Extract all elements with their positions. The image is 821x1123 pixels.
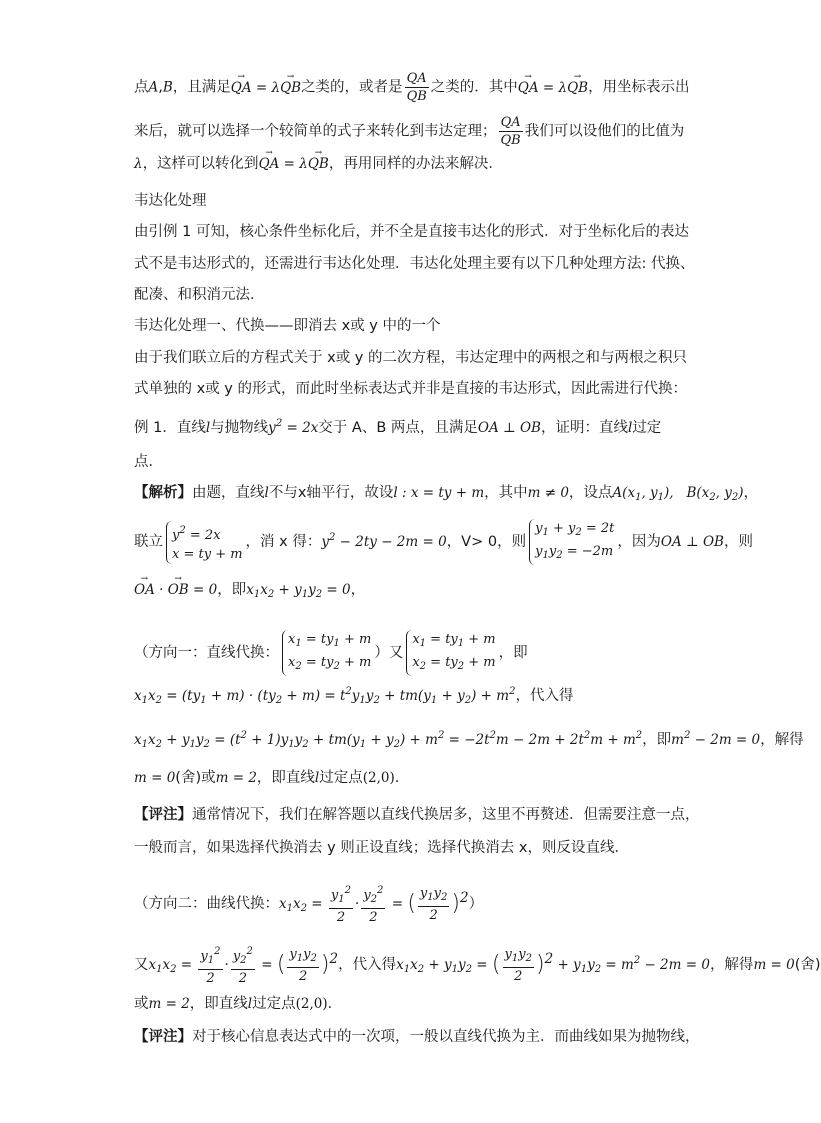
fraction: $\frac{y_2^2}{2}$ [231, 943, 255, 987]
text: 过定点 [319, 770, 363, 786]
text: 对于核心信息表达式中的一次项，一般以直线代换为主．而曲线如果为抛物线， [192, 1029, 700, 1045]
comment-line-1 [134, 805, 700, 825]
text: 联立 [134, 534, 163, 550]
text: ） [468, 896, 484, 912]
text: 点 [134, 79, 149, 96]
text: 又 [134, 957, 149, 973]
text-line-2 [134, 114, 684, 149]
text: ，即直线 [256, 770, 315, 786]
text: ，再用同样的办法来解决． [328, 156, 503, 172]
direction-1 [134, 630, 528, 676]
text: 例 1．直线 [134, 420, 206, 436]
fraction: $\frac{QA}{QB}$ [500, 115, 521, 148]
comment-tag: 【评注】 [134, 1029, 192, 1045]
fraction: $\frac{y_1y_2}{2}$ [504, 946, 532, 984]
text: 或 [134, 996, 149, 1012]
solution-line-3: → OA · → OB = 0，即$x_1x_2 + y_1y_2 = 0$， [134, 580, 365, 605]
heading-daihuan: 韦达化处理一、代换——即消去 x或 y 中的一个 [134, 318, 441, 334]
solution-line-4: $x_1x_2 = (ty_1 + m) \cdot (ty_2 + m) = t^2y_1y_2 + tm(y_1 + y_2) + m^2$，代入得 [134, 686, 574, 706]
text: 通常情况下，我们在解答题以直线代换居多，这里不再赘述．但需要注意一点， [192, 807, 700, 823]
equation-system: $x_1 = ty_1 + m$ $x_2 = ty_2 + m$ [282, 630, 371, 676]
text: ，用坐标表示出 [588, 79, 690, 96]
example-1: 例 1．直线l与抛物线$y^2 = 2x$交于 A、B 两点，且满足OA ⊥ OB，证明：直线l过定 [134, 418, 662, 436]
direction-2: （方向二：曲线代换：$x_1x_2$ = $\frac{y_1^2}{2}$ · $\frac{y_2^2}{2}$ = ( $\frac{y_1y_2}{2}$ )$^2$） [134, 882, 483, 926]
comment-tag: 【评注】 [134, 807, 192, 823]
paragraph: 一般而言，如果选择代换消去 y 则正设直线；选择代换消去 x，则反设直线． [134, 840, 629, 856]
text: (舍) [794, 957, 821, 973]
text: ，即 [498, 645, 528, 661]
text: ，设点 [568, 485, 613, 501]
fraction: $\frac{y_1^2}{2}$ [329, 882, 353, 926]
paragraph: 式不是韦达形式的，还需进行韦达化处理．韦达化处理主要有以下几种处理方法: 代换、 [134, 256, 695, 272]
fraction: $\frac{y_1y_2}{2}$ [289, 946, 317, 984]
text: ，即 [642, 732, 672, 748]
text: ，证明：直线 [540, 420, 628, 436]
text: ，代入得 [338, 957, 397, 973]
text: 与抛物线 [210, 420, 269, 436]
text: (舍)或 [175, 770, 216, 786]
text: （方向二：曲线代换： [134, 896, 279, 912]
text: ，且满足 [172, 79, 231, 96]
text: ，V> 0，则 [446, 534, 527, 550]
text: 交于 A、B 两点，且满足 [318, 420, 478, 436]
text: ，解得 [709, 957, 754, 973]
text: 过定 [632, 420, 662, 436]
equation-system: $y^2 = 2x$ x = ty + m [166, 521, 243, 564]
text: ）又 [374, 645, 404, 661]
text: ，其中 [484, 485, 528, 501]
solution-line-7: 又$x_1x_2$ = $\frac{y_1^2}{2}$ · $\frac{y_2^2}{2}$ = ( $\frac{y_1y_2}{2}$ )$^2$，代入得$x_1x_2 + y_1y_2$ = ( $\frac{y_1y_2}{2}$ )$^2 + y_1y_2 = m^2 - 2m = 0$，解得m = 0(舍) [134, 943, 821, 987]
paragraph: 配凑、和积消元法． [134, 287, 265, 303]
fraction: $\frac{y_1y_2}{2}$ [419, 885, 448, 923]
solution-line-2: 联立 $y^2 = 2x$ x = ty + m ，消 x 得：$y^2 - 2ty - 2m = 0$，V> 0，则 $y_1 + y_2 = 2t$ $y_1y_2 = -2m$ ，因为OA ⊥ OB，则 [134, 519, 753, 565]
text: ，这样可以转化到 [142, 156, 259, 172]
paragraph: 式单独的 x或 y 的形式，而此时坐标表达式并非是直接的韦达形式，因此需进行代换： [134, 381, 687, 397]
paragraph: 由引例 1 可知，核心条件坐标化后，并不全是直接韦达化的形式．对于坐标化后的表达 [134, 224, 689, 240]
solution-line-6: m = 0(舍)或m = 2，即直线l过定点(2,0). [134, 770, 400, 786]
text: ，消 x 得： [245, 534, 322, 550]
text-line-1: 点A,B，且满足→ QA = λ→ QB之类的，或者是 $\frac{QA}{QB}$ 之类的．其中→ QA = λ→ QB，用坐标表示出 [134, 70, 690, 105]
text: ，因为 [617, 534, 661, 550]
solution-line-5: $x_1x_2 + y_1y_2 = (t^2 + 1)y_1y_2 + tm(y_1 + y_2) + m^2 = -2t^2m - 2m + 2t^2m + m^2$，即$m^2 - 2m = 0$，解得 [134, 730, 804, 750]
text-line-3: λ，这样可以转化到→ QA = λ→ QB，再用同样的办法来解决． [134, 154, 503, 174]
text: ，即直线 [189, 996, 248, 1012]
paragraph: 由于我们联立后的方程式关于 x或 y 的二次方程，韦达定理中的两根之和与两根之积只 [134, 350, 687, 366]
text: 我们可以设他们的比值为 [524, 123, 685, 140]
equation-system: $y_1 + y_2 = 2t$ $y_1y_2 = -2m$ [529, 519, 614, 565]
text: （方向一：直线代换： [134, 645, 279, 661]
text: ，解得 [760, 732, 804, 748]
heading-weida: 韦达化处理 [134, 193, 207, 209]
text: ． [327, 996, 343, 1012]
fraction: $\frac{y_1^2}{2}$ [198, 943, 222, 987]
fraction: $\frac{y_2^2}{2}$ [361, 882, 385, 926]
equation-system: $x_1 = ty_1 + m$ $x_2 = ty_2 + m$ [406, 630, 495, 676]
solution-tag: 【解析】 [134, 485, 192, 501]
text: 点． [134, 454, 163, 470]
text: 由题，直线 [192, 485, 265, 501]
text: 过定点 [252, 996, 296, 1012]
text: 之类的．其中 [430, 79, 518, 96]
text: ，即 [217, 582, 247, 598]
text: 之类的，或者是 [301, 79, 403, 96]
solution-line-1: 【解析】由题，直线l不与x轴平行，故设l : x = ty + m，其中m ≠ 0，设点$A(x_1$, $y_1$), $B(x_2$, $y_2$)， [134, 485, 759, 503]
text: ，则 [723, 534, 753, 550]
text: 来后，就可以选择一个较简单的式子来转化到韦达定理； [134, 123, 497, 140]
text: ，代入得 [515, 688, 574, 704]
text: 不与x轴平行，故设 [268, 485, 394, 501]
fraction: $\frac{QA}{QB}$ [406, 71, 427, 104]
comment-line-2 [134, 1027, 700, 1047]
solution-line-8: 或m = 2，即直线l过定点(2,0)． [134, 996, 343, 1012]
